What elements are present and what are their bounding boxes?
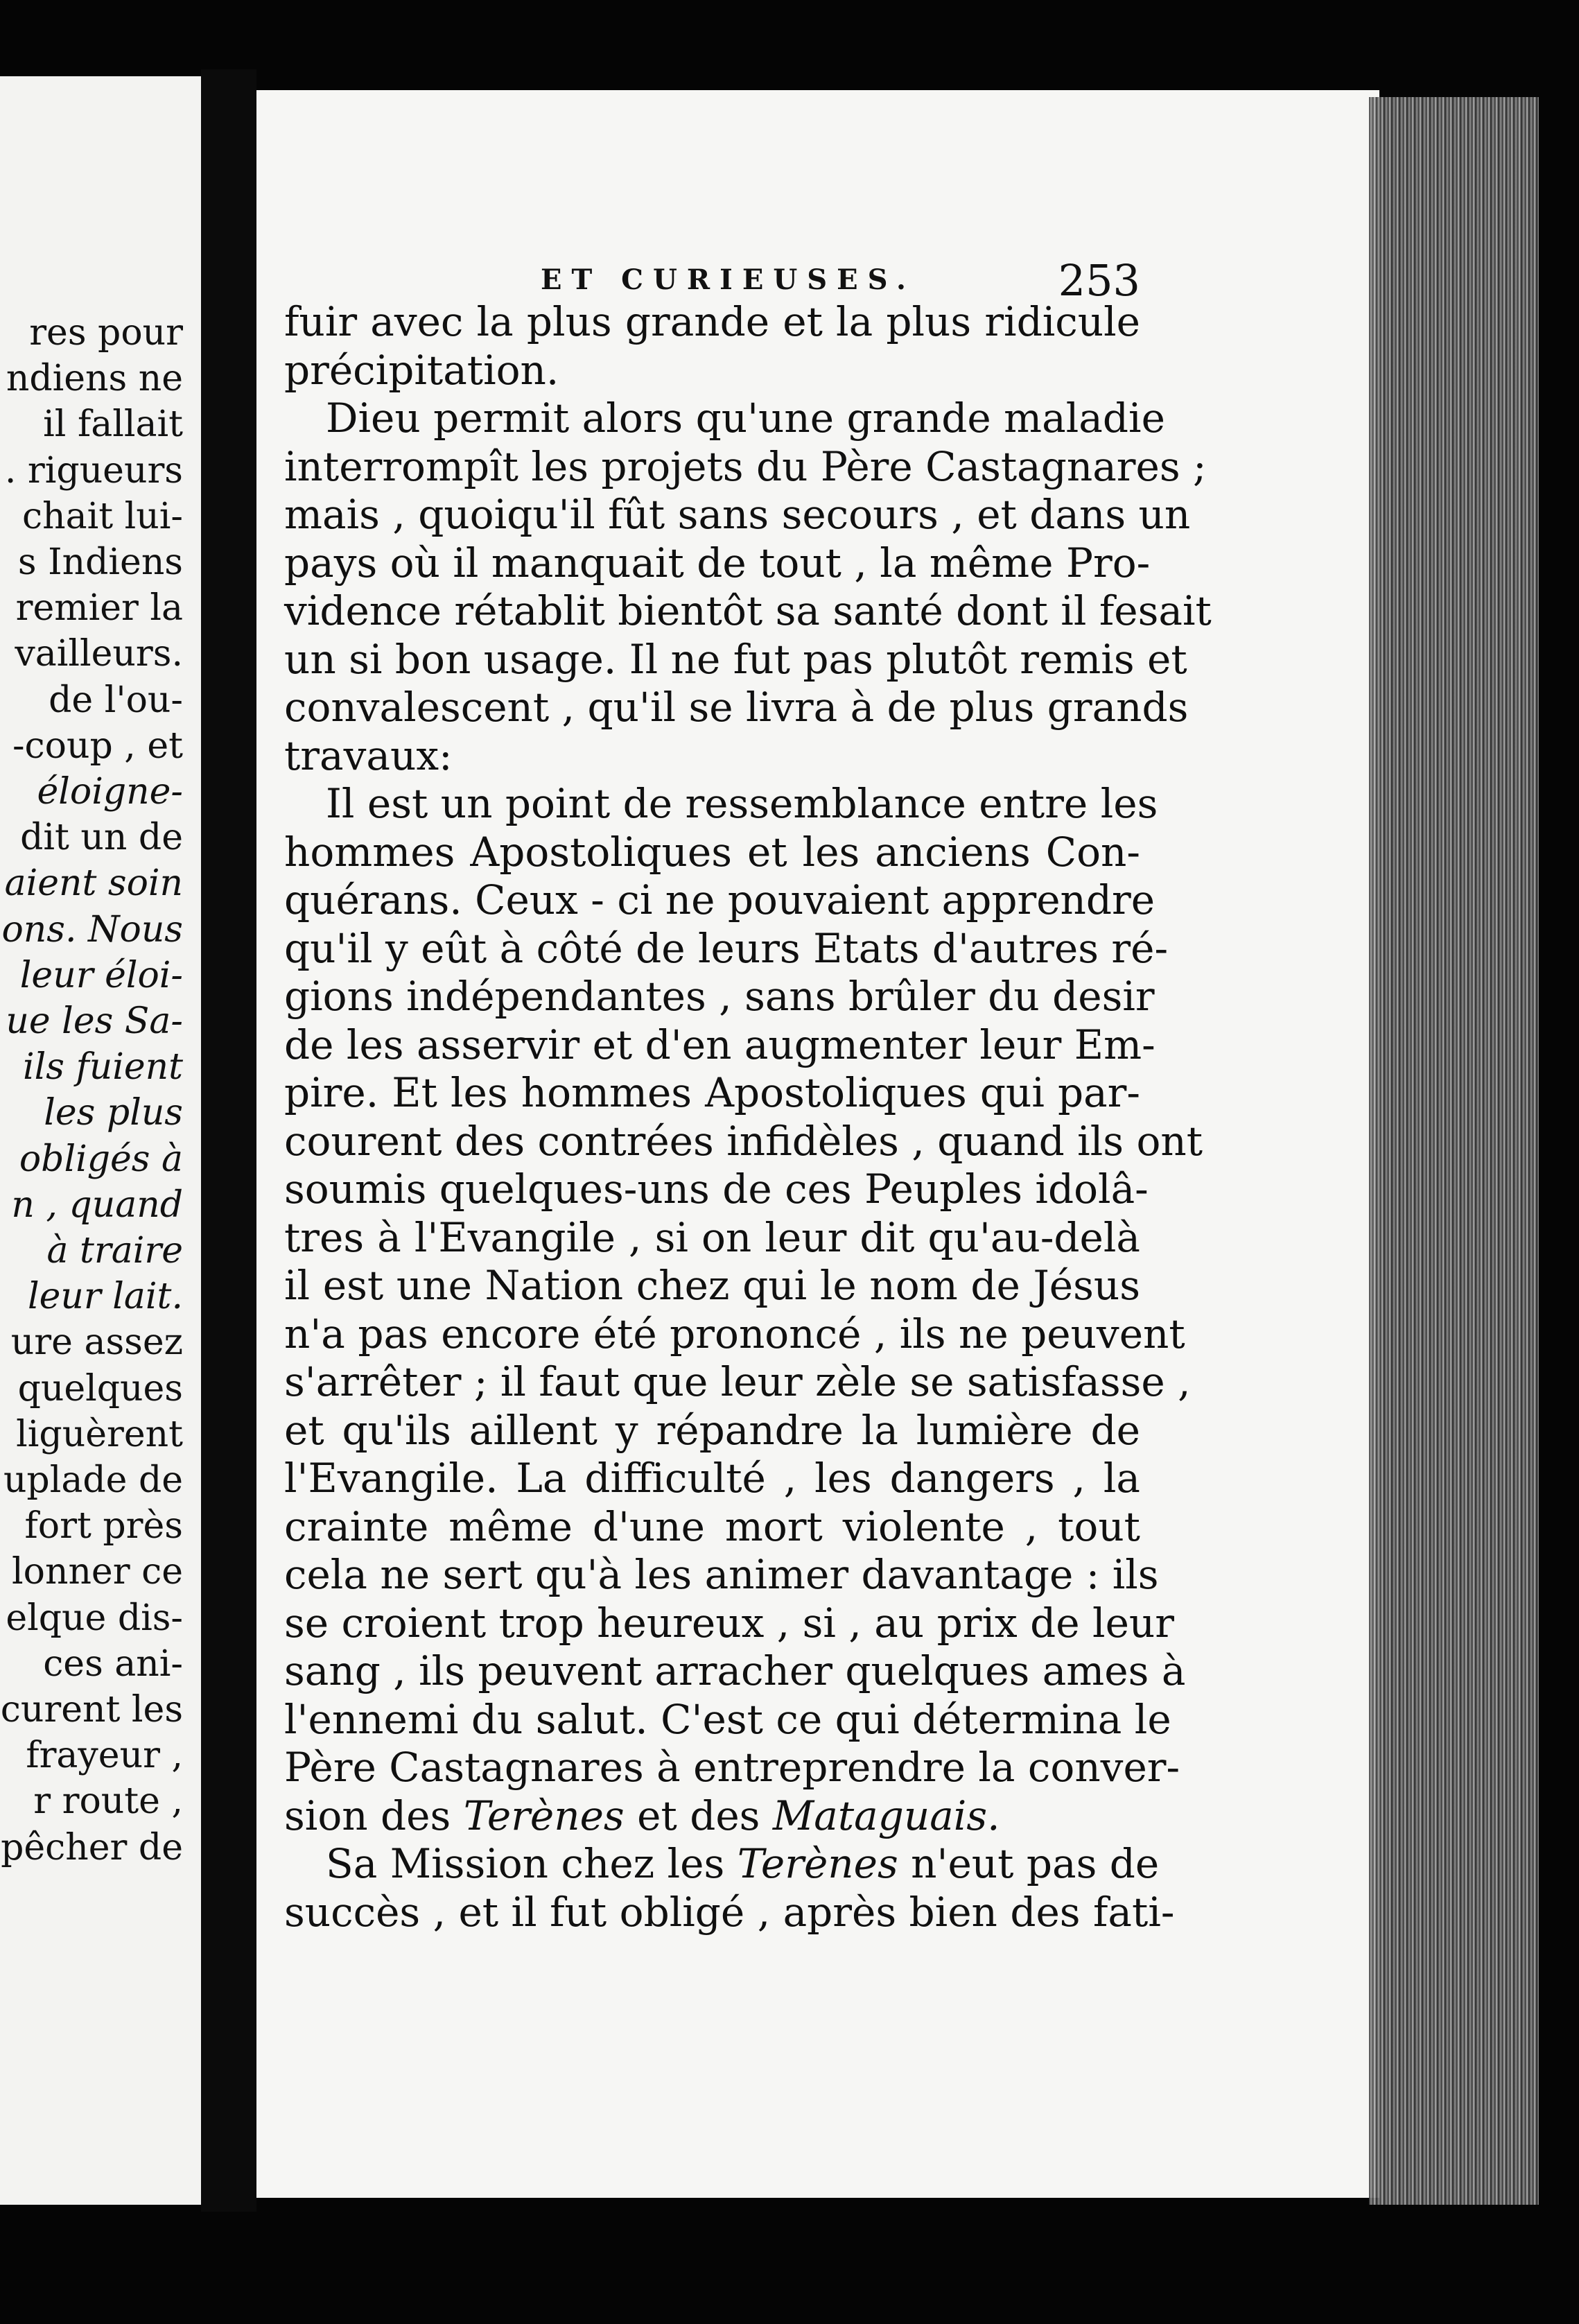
left-page-line: liguèrent [16, 1413, 183, 1455]
left-page-line: il fallait [43, 404, 183, 446]
left-page-line: dit un de [20, 817, 183, 859]
text-line: pays où il manquait de tout , la même Pro- [284, 539, 1151, 587]
body-text [284, 298, 1212, 1936]
left-page-line: aient soin [4, 862, 183, 905]
text-line: il est une Nation chez qui le nom de Jésus [284, 1262, 1140, 1309]
text-line: qu'il y eût à côté de leurs Etats d'autres ré- [284, 924, 1169, 972]
left-page-line: chait lui- [22, 495, 183, 537]
left-page-line: pêcher de [1, 1826, 183, 1868]
text-line: travaux: [284, 731, 453, 779]
text-line: précipitation. [284, 346, 559, 394]
text-line: se croient trop heureux , si , au prix de leur [284, 1599, 1174, 1647]
text-line: un si bon usage. Il ne fut pas plutôt remis et [284, 635, 1187, 683]
left-page-line: quelques [17, 1367, 183, 1410]
text-line: crainte même d'une mort violente , tout [284, 1502, 1140, 1550]
left-page-line: éloigne- [37, 771, 183, 813]
left-page-line: obligés à [19, 1138, 183, 1180]
left-page-line: s Indiens [17, 541, 183, 583]
text-line: convalescent , qu'il se livra à de plus grands [284, 684, 1189, 731]
left-page-line: ons. Nous [1, 908, 183, 951]
text-span: sion des [284, 1792, 464, 1839]
left-page-line: curent les [0, 1689, 183, 1731]
left-page-fragment [0, 76, 201, 2205]
text-line [284, 1792, 1140, 1841]
page-edges [1369, 97, 1539, 2205]
left-page-line: elque dis- [6, 1597, 183, 1639]
text-line: interrompît les projets du Père Castagnares ; [284, 442, 1207, 490]
left-page-line: remier la [15, 587, 183, 630]
left-page-line: ndiens ne [6, 358, 183, 400]
left-page-line: ure assez [10, 1321, 183, 1364]
left-page-line: lonner ce [12, 1551, 183, 1593]
text-line: gions indépendantes , sans brûler du desir [284, 973, 1155, 1020]
left-page-line: de l'ou- [49, 679, 183, 721]
text-line: pire. Et les hommes Apostoliques qui par- [284, 1069, 1140, 1116]
left-page-line: leur lait. [28, 1276, 183, 1318]
text-span: n'eut pas de [898, 1840, 1160, 1887]
text-line: cela ne sert qu'à les animer davantage : ils [284, 1551, 1159, 1598]
text-span: Sa Mission chez les [326, 1840, 738, 1887]
text-line: succès , et il fut obligé , après bien des fati- [284, 1888, 1175, 1936]
running-head: ET CURIEUSES. [541, 263, 916, 296]
italic-term: Terènes [737, 1840, 898, 1887]
text-line: vidence rétablit bientôt sa santé dont il fesait [284, 587, 1212, 634]
text-line: hommes Apostoliques et les anciens Con- [284, 828, 1140, 876]
text-line: mais , quoiqu'il fût sans secours , et dans un [284, 491, 1191, 538]
text-line: s'arrêter ; il faut que leur zèle se satisfasse , [284, 1358, 1191, 1405]
left-page-line: ces ani- [43, 1642, 183, 1685]
left-page-line: r route , [33, 1780, 183, 1823]
italic-term: Mataguais. [772, 1792, 1000, 1839]
text-line: l'ennemi du salut. C'est ce qui détermina le [284, 1695, 1171, 1743]
text-line: sang , ils peuvent arracher quelques ames à [284, 1647, 1186, 1694]
left-page-line: . rigueurs [4, 449, 183, 492]
text-line: n'a pas encore été prononcé , ils ne peuvent [284, 1310, 1185, 1358]
left-page-line: leur éloi- [19, 954, 183, 996]
left-page-line: ils fuient [22, 1046, 183, 1089]
text-line: Dieu permit alors qu'une grande maladie [326, 394, 1165, 442]
left-page-line: ue les Sa- [6, 1000, 183, 1042]
text-line: de les asservir et d'en augmenter leur Em- [284, 1021, 1155, 1068]
text-line: Père Castagnares à entreprendre la conver- [284, 1744, 1180, 1791]
left-page-line: vailleurs. [15, 633, 183, 675]
left-page-line: -coup , et [12, 725, 183, 767]
text-line: Il est un point de ressemblance entre les [326, 780, 1158, 827]
left-page-line: les plus [44, 1092, 183, 1134]
book-gutter [201, 69, 256, 2212]
left-page-line: à traire [46, 1230, 183, 1272]
left-page-line: frayeur , [26, 1735, 183, 1777]
text-line [284, 1840, 1160, 1889]
text-line: l'Evangile. La difficulté , les dangers , la [284, 1455, 1140, 1502]
text-line: soumis quelques-uns de ces Peuples idolâ- [284, 1165, 1149, 1213]
left-page-line: n , quand [11, 1183, 183, 1226]
text-line: fuir avec la plus grande et la plus ridicule [284, 298, 1140, 345]
left-page-line: uplade de [3, 1459, 183, 1501]
text-line: courent des contrées infidèles , quand ils ont [284, 1117, 1203, 1165]
page-number: 253 [1058, 255, 1140, 306]
italic-term: Terènes [463, 1792, 625, 1839]
left-page-line: fort près [24, 1505, 183, 1547]
text-line: quérans. Ceux - ci ne pouvaient apprendre [284, 876, 1155, 923]
left-page-line: res pour [29, 312, 183, 354]
text-line: et qu'ils aillent y répandre la lumière de [284, 1406, 1140, 1454]
text-line: tres à l'Evangile , si on leur dit qu'au-delà [284, 1213, 1140, 1261]
text-span: et des [624, 1792, 773, 1839]
